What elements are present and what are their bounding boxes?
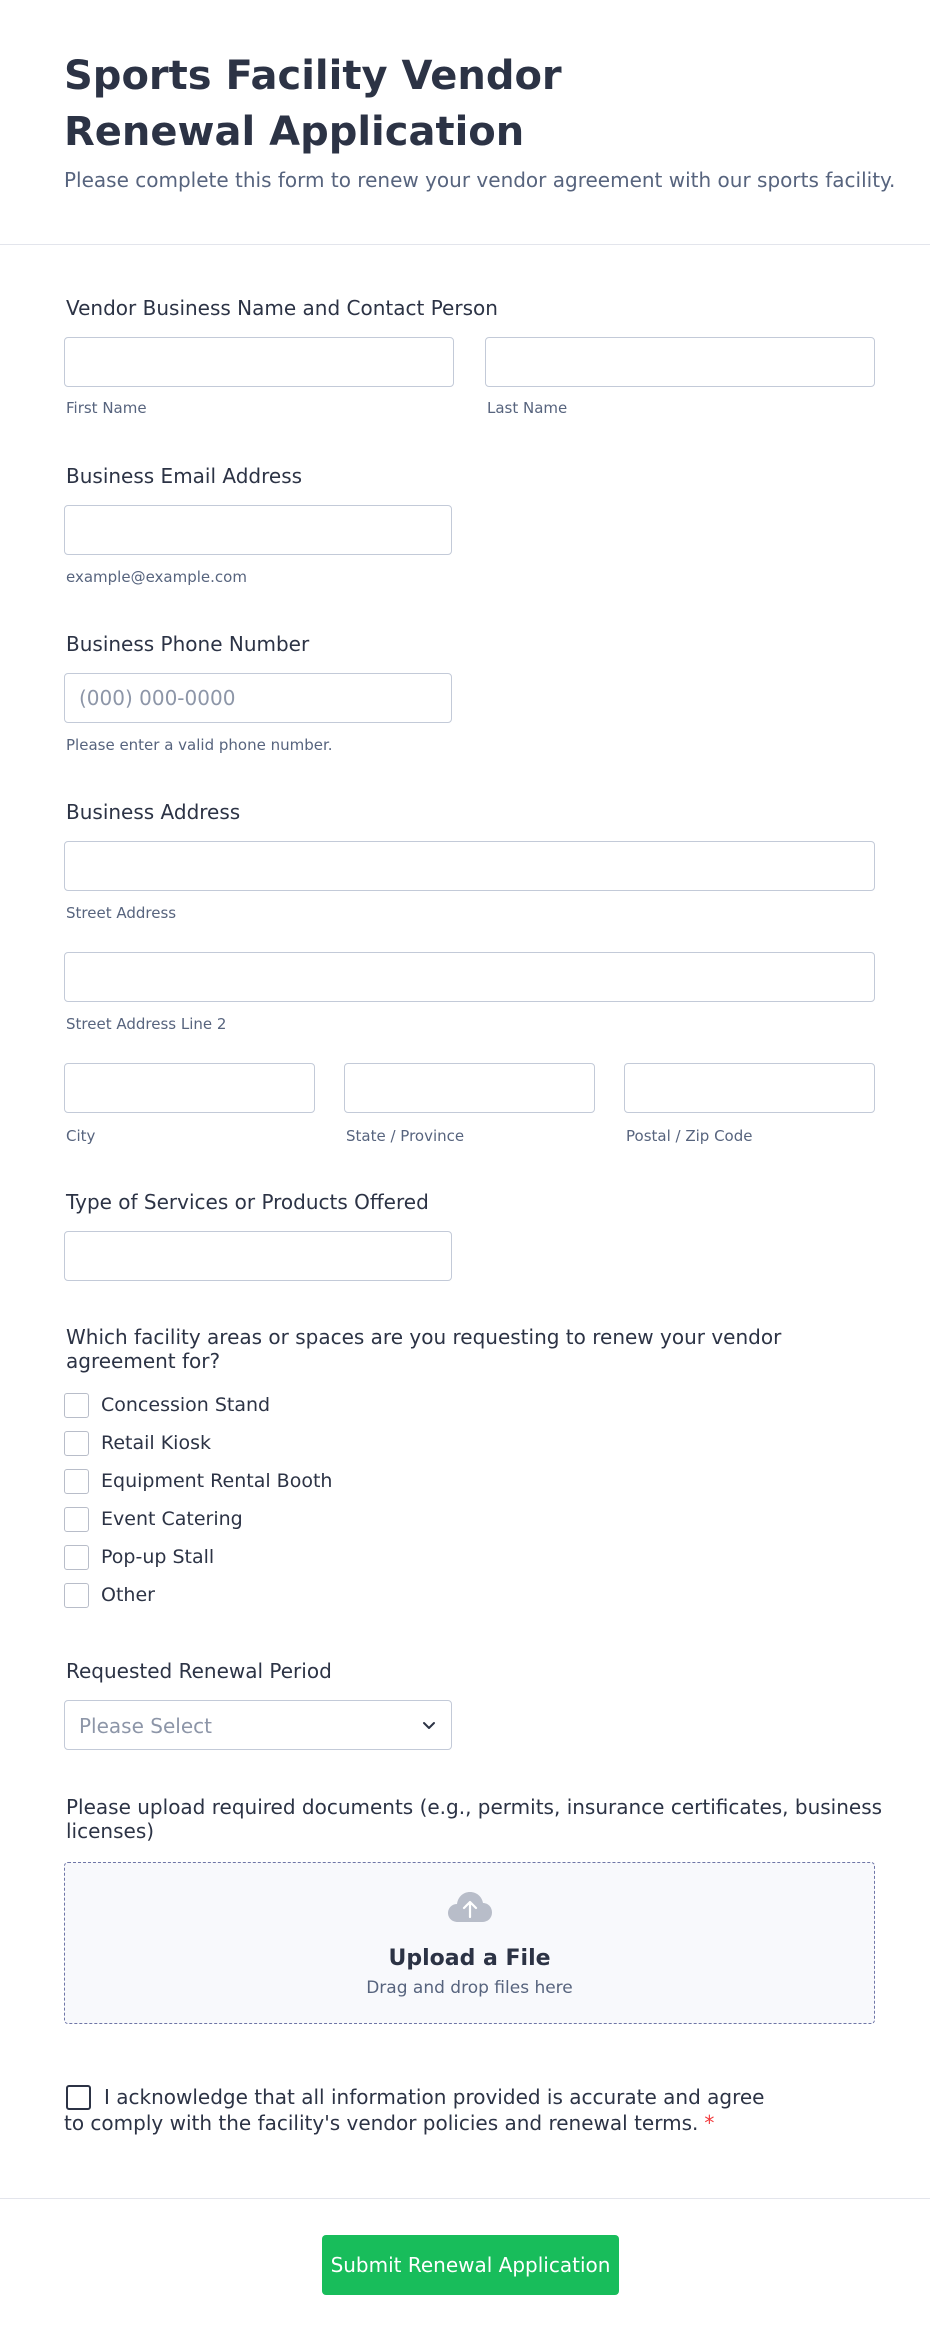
phone-sublabel: Please enter a valid phone number. [66, 736, 333, 754]
street-address-sublabel: Street Address [66, 904, 177, 922]
page-subtitle: Please complete this form to renew your vendor agreement with our sports facility. [64, 168, 896, 192]
acknowledge-label [64, 2084, 784, 2136]
phone-input[interactable] [64, 673, 452, 723]
checkbox-other[interactable] [64, 1583, 464, 1609]
city-input[interactable] [64, 1063, 315, 1113]
checkbox-label: Retail Kiosk [101, 1432, 211, 1454]
chevron-down-icon [419, 1715, 439, 1735]
vendor-name-label: Vendor Business Name and Contact Person [66, 296, 498, 320]
renewal-period-select[interactable] [64, 1700, 452, 1750]
upload-title: Upload a File [388, 1946, 551, 1971]
street-address-line2-input[interactable] [64, 952, 875, 1002]
state-input[interactable] [344, 1063, 595, 1113]
checkbox-box[interactable] [64, 1507, 89, 1532]
checkbox-box[interactable] [64, 1469, 89, 1494]
checkbox-label: Other [101, 1584, 155, 1606]
services-label: Type of Services or Products Offered [66, 1190, 429, 1214]
form-header [0, 0, 930, 245]
city-sublabel: City [66, 1127, 96, 1145]
footer-divider [0, 2198, 930, 2199]
checkbox-box[interactable] [64, 1583, 89, 1608]
cloud-upload-icon [446, 1888, 494, 1928]
checkbox-box[interactable] [64, 1393, 89, 1418]
checkbox-label: Concession Stand [101, 1394, 271, 1416]
renewal-period-label: Requested Renewal Period [66, 1659, 332, 1683]
checkbox-equipment-rental-booth[interactable] [64, 1469, 464, 1495]
first-name-input[interactable] [64, 337, 454, 387]
checkbox-label: Pop-up Stall [101, 1546, 215, 1568]
email-input[interactable] [64, 505, 452, 555]
checkbox-label: Event Catering [101, 1508, 243, 1530]
checkbox-box[interactable] [64, 1431, 89, 1456]
zip-input[interactable] [624, 1063, 875, 1113]
address-label: Business Address [66, 800, 241, 824]
checkbox-box[interactable] [64, 1545, 89, 1570]
last-name-input[interactable] [485, 337, 875, 387]
last-name-sublabel: Last Name [487, 399, 568, 417]
page-title: Sports Facility Vendor Renewal Application [64, 53, 562, 155]
services-input[interactable] [64, 1231, 452, 1281]
first-name-sublabel: First Name [66, 399, 147, 417]
email-label: Business Email Address [66, 464, 303, 488]
checkbox-event-catering[interactable] [64, 1507, 464, 1533]
street-address-line2-sublabel: Street Address Line 2 [66, 1015, 227, 1033]
state-sublabel: State / Province [346, 1127, 465, 1145]
phone-label: Business Phone Number [66, 632, 310, 656]
email-sublabel: example@example.com [66, 568, 247, 586]
areas-label: Which facility areas or spaces are you requesting to renew your vendor agreement for? [66, 1325, 782, 1373]
submit-button[interactable]: Submit Renewal Application [322, 2235, 619, 2295]
zip-sublabel: Postal / Zip Code [626, 1127, 753, 1145]
checkbox-concession-stand[interactable] [64, 1393, 464, 1419]
street-address-input[interactable] [64, 841, 875, 891]
upload-subtitle: Drag and drop files here [366, 1978, 573, 1998]
renewal-period-selected: Please Select [79, 1714, 212, 1738]
file-upload-dropzone[interactable] [64, 1862, 875, 2024]
checkbox-label: Equipment Rental Booth [101, 1470, 333, 1492]
checkbox-retail-kiosk[interactable] [64, 1431, 464, 1457]
upload-label: Please upload required documents (e.g., permits, insurance certificates, business licenses) [66, 1795, 883, 1843]
acknowledge-text: I acknowledge that all information provided is accurate and agree to comply with the facility's vendor policies and renewal terms. [64, 2085, 765, 2135]
checkbox-pop-up-stall[interactable] [64, 1545, 464, 1571]
required-mark: * [704, 2111, 715, 2135]
